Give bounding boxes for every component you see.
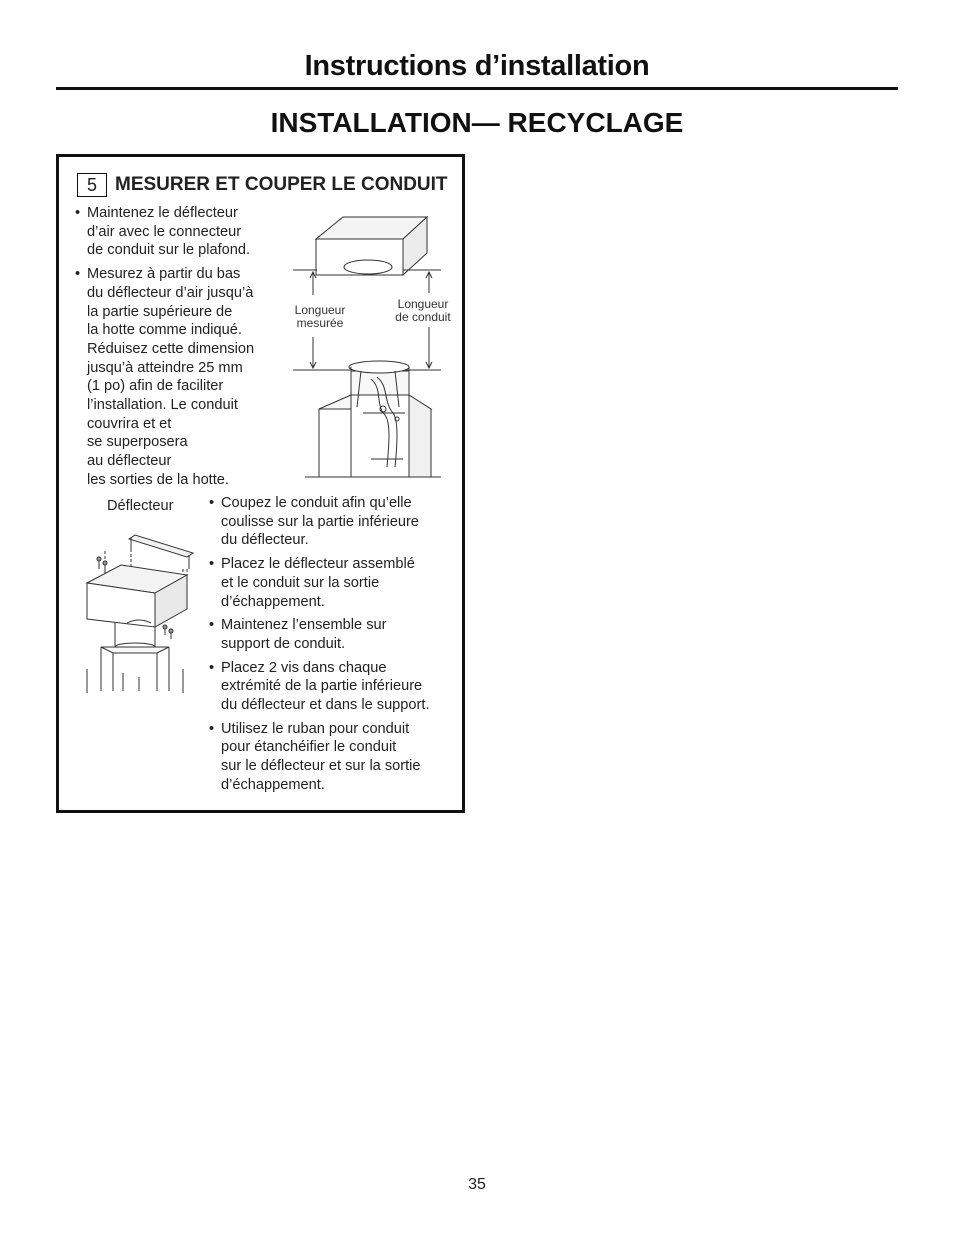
list-item: • Placez le déflecteur assemblé et le conduit sur la sortie d’échappement. xyxy=(209,555,461,611)
header-divider xyxy=(56,87,898,90)
step-number: 5 xyxy=(77,173,107,197)
list-item: • Utilisez le ruban pour conduit pour étanchéifier le conduit sur le déflecteur et sur la sortie d’échappement. xyxy=(209,720,461,795)
deflector-diagram xyxy=(83,523,195,695)
measurement-diagram xyxy=(291,209,461,484)
step-box xyxy=(56,154,465,813)
duct-length-label: Longueur de conduit xyxy=(395,297,451,324)
measured-length-label: Longueur mesurée xyxy=(294,303,346,330)
section-title: INSTALLATION— RECYCLAGE xyxy=(270,107,684,138)
list-item: • Maintenez le déflecteur d’air avec le connecteur de conduit sur le plafond. xyxy=(75,204,290,260)
list-item: • Coupez le conduit afin qu’elle coulisse sur la partie inférieure du déflecteur. xyxy=(209,494,461,550)
instruction-list-top xyxy=(75,204,290,495)
deflector-label: Déflecteur xyxy=(107,498,174,514)
page-number: 35 xyxy=(468,1176,486,1193)
instruction-list-bottom xyxy=(209,494,461,800)
page-header-title: Instructions d’installation xyxy=(304,50,650,82)
list-item: • Placez 2 vis dans chaque extrémité de la partie inférieure du déflecteur et dans le support. xyxy=(209,659,461,715)
step-title: MESURER ET COUPER LE CONDUIT xyxy=(115,174,448,195)
list-item: • Mesurez à partir du bas du déflecteur d’air jusqu’à la partie supérieure de la hotte comme indiqué. Réduisez cette dimension jusqu’à atteindre 25 mm (1 po) afin de faciliter l’installation. Le conduit couvrira et et se superposera au déflecteur les sorties de la hotte. xyxy=(75,265,290,489)
list-item: • Maintenez l’ensemble sur support de conduit. xyxy=(209,616,461,653)
